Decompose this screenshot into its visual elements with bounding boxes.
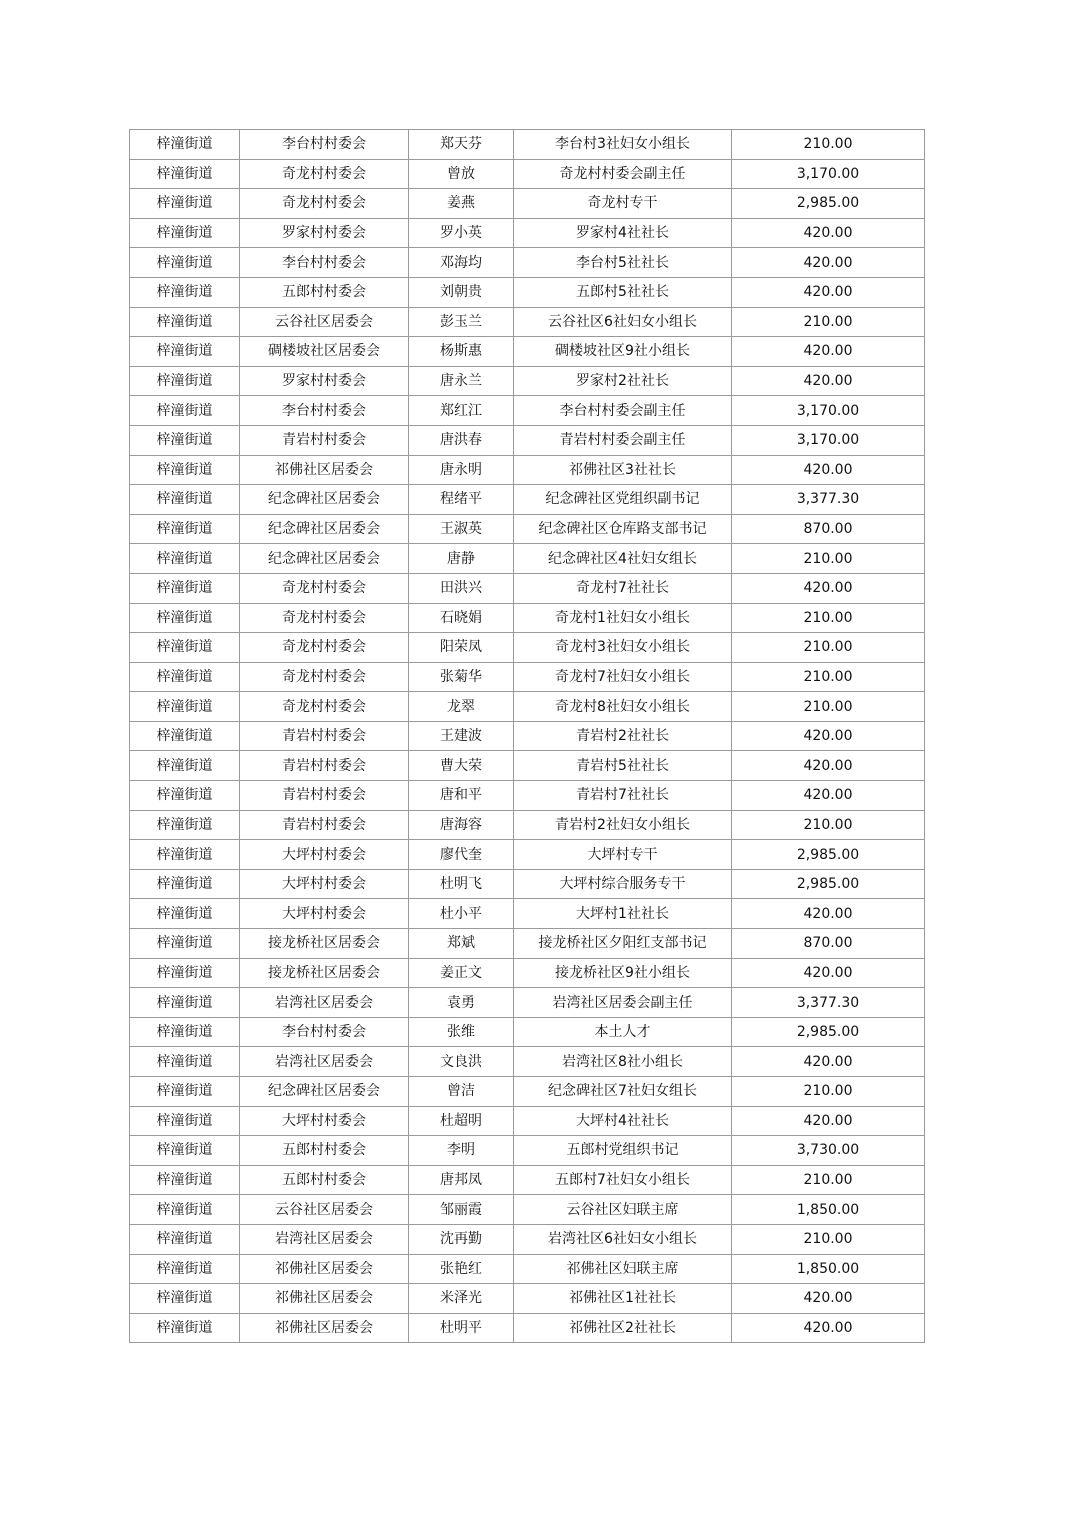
street-cell: 梓潼街道 <box>130 662 240 692</box>
name-cell: 唐静 <box>409 544 514 574</box>
position-cell: 大坪村4社社长 <box>514 1106 732 1136</box>
table-row <box>130 1224 925 1254</box>
amount-cell: 1,850.00 <box>732 1254 925 1284</box>
amount-cell: 420.00 <box>732 248 925 278</box>
amount-cell: 210.00 <box>732 307 925 337</box>
name-cell: 袁勇 <box>409 988 514 1018</box>
name-cell: 唐永兰 <box>409 366 514 396</box>
street-cell: 梓潼街道 <box>130 159 240 189</box>
position-cell: 纪念碑社区7社妇女组长 <box>514 1077 732 1107</box>
name-cell: 张菊华 <box>409 662 514 692</box>
street-cell: 梓潼街道 <box>130 988 240 1018</box>
table-row <box>130 337 925 367</box>
committee-cell: 青岩村村委会 <box>240 425 409 455</box>
position-cell: 李台村村委会副主任 <box>514 396 732 426</box>
name-cell: 阳荣凤 <box>409 633 514 663</box>
street-cell: 梓潼街道 <box>130 810 240 840</box>
amount-cell: 210.00 <box>732 603 925 633</box>
amount-cell: 420.00 <box>732 781 925 811</box>
committee-cell: 纪念碑社区居委会 <box>240 485 409 515</box>
table-row <box>130 1106 925 1136</box>
committee-cell: 纪念碑社区居委会 <box>240 1077 409 1107</box>
street-cell: 梓潼街道 <box>130 1254 240 1284</box>
street-cell: 梓潼街道 <box>130 1047 240 1077</box>
position-cell: 纪念碑社区党组织副书记 <box>514 485 732 515</box>
street-cell: 梓潼街道 <box>130 544 240 574</box>
committee-cell: 祁佛社区居委会 <box>240 1254 409 1284</box>
amount-cell: 420.00 <box>732 1047 925 1077</box>
name-cell: 杜超明 <box>409 1106 514 1136</box>
street-cell: 梓潼街道 <box>130 1106 240 1136</box>
table-row <box>130 248 925 278</box>
amount-cell: 3,170.00 <box>732 425 925 455</box>
table-row <box>130 573 925 603</box>
street-cell: 梓潼街道 <box>130 130 240 160</box>
name-cell: 罗小英 <box>409 218 514 248</box>
committee-cell: 奇龙村村委会 <box>240 603 409 633</box>
committee-cell: 纪念碑社区居委会 <box>240 544 409 574</box>
amount-cell: 420.00 <box>732 337 925 367</box>
table-row <box>130 899 925 929</box>
position-cell: 祁佛社区2社社长 <box>514 1313 732 1343</box>
table-row <box>130 633 925 663</box>
committee-cell: 罗家村村委会 <box>240 366 409 396</box>
table-row <box>130 1047 925 1077</box>
name-cell: 唐和平 <box>409 781 514 811</box>
street-cell: 梓潼街道 <box>130 958 240 988</box>
position-cell: 接龙桥社区9社小组长 <box>514 958 732 988</box>
committee-cell: 岩湾社区居委会 <box>240 1047 409 1077</box>
committee-cell: 大坪村村委会 <box>240 899 409 929</box>
committee-cell: 岩湾社区居委会 <box>240 1224 409 1254</box>
street-cell: 梓潼街道 <box>130 218 240 248</box>
amount-cell: 420.00 <box>732 573 925 603</box>
name-cell: 邓海均 <box>409 248 514 278</box>
name-cell: 郑斌 <box>409 929 514 959</box>
amount-cell: 210.00 <box>732 1224 925 1254</box>
table-row <box>130 692 925 722</box>
table-row <box>130 455 925 485</box>
amount-cell: 210.00 <box>732 1077 925 1107</box>
name-cell: 杜明平 <box>409 1313 514 1343</box>
table-row <box>130 485 925 515</box>
position-cell: 接龙桥社区夕阳红支部书记 <box>514 929 732 959</box>
street-cell: 梓潼街道 <box>130 929 240 959</box>
amount-cell: 210.00 <box>732 692 925 722</box>
position-cell: 奇龙村专干 <box>514 189 732 219</box>
name-cell: 廖代奎 <box>409 840 514 870</box>
committee-cell: 奇龙村村委会 <box>240 662 409 692</box>
name-cell: 姜正文 <box>409 958 514 988</box>
committee-cell: 岩湾社区居委会 <box>240 988 409 1018</box>
committee-cell: 大坪村村委会 <box>240 840 409 870</box>
name-cell: 沈再勤 <box>409 1224 514 1254</box>
amount-cell: 2,985.00 <box>732 840 925 870</box>
committee-cell: 李台村村委会 <box>240 396 409 426</box>
table-row <box>130 810 925 840</box>
amount-cell: 3,170.00 <box>732 159 925 189</box>
committee-cell: 奇龙村村委会 <box>240 159 409 189</box>
street-cell: 梓潼街道 <box>130 1224 240 1254</box>
committee-cell: 接龙桥社区居委会 <box>240 958 409 988</box>
table-row <box>130 277 925 307</box>
position-cell: 五郎村5社社长 <box>514 277 732 307</box>
position-cell: 大坪村综合服务专干 <box>514 869 732 899</box>
position-cell: 李台村3社妇女小组长 <box>514 130 732 160</box>
name-cell: 曾放 <box>409 159 514 189</box>
committee-cell: 奇龙村村委会 <box>240 692 409 722</box>
committee-cell: 纪念碑社区居委会 <box>240 514 409 544</box>
street-cell: 梓潼街道 <box>130 1284 240 1314</box>
amount-cell: 420.00 <box>732 751 925 781</box>
table-row <box>130 721 925 751</box>
street-cell: 梓潼街道 <box>130 189 240 219</box>
position-cell: 祁佛社区妇联主席 <box>514 1254 732 1284</box>
amount-cell: 420.00 <box>732 277 925 307</box>
amount-cell: 2,985.00 <box>732 189 925 219</box>
position-cell: 云谷社区妇联主席 <box>514 1195 732 1225</box>
committee-cell: 奇龙村村委会 <box>240 573 409 603</box>
street-cell: 梓潼街道 <box>130 869 240 899</box>
name-cell: 唐洪春 <box>409 425 514 455</box>
amount-cell: 420.00 <box>732 958 925 988</box>
street-cell: 梓潼街道 <box>130 899 240 929</box>
position-cell: 祁佛社区1社社长 <box>514 1284 732 1314</box>
table-row <box>130 130 925 160</box>
amount-cell: 420.00 <box>732 899 925 929</box>
position-cell: 罗家村4社社长 <box>514 218 732 248</box>
committee-cell: 青岩村村委会 <box>240 781 409 811</box>
position-cell: 岩湾社区8社小组长 <box>514 1047 732 1077</box>
name-cell: 郑天芬 <box>409 130 514 160</box>
table-row <box>130 425 925 455</box>
position-cell: 奇龙村3社妇女小组长 <box>514 633 732 663</box>
name-cell: 唐邦凤 <box>409 1165 514 1195</box>
name-cell: 张艳红 <box>409 1254 514 1284</box>
position-cell: 李台村5社社长 <box>514 248 732 278</box>
name-cell: 曹大荣 <box>409 751 514 781</box>
position-cell: 青岩村2社妇女小组长 <box>514 810 732 840</box>
amount-cell: 1,850.00 <box>732 1195 925 1225</box>
table-row <box>130 1195 925 1225</box>
street-cell: 梓潼街道 <box>130 366 240 396</box>
table-row <box>130 307 925 337</box>
roster-table <box>129 129 925 1343</box>
table-row <box>130 544 925 574</box>
table-row <box>130 751 925 781</box>
position-cell: 纪念碑社区4社妇女组长 <box>514 544 732 574</box>
committee-cell: 奇龙村村委会 <box>240 189 409 219</box>
name-cell: 杜明飞 <box>409 869 514 899</box>
table-row <box>130 366 925 396</box>
committee-cell: 李台村村委会 <box>240 130 409 160</box>
committee-cell: 祁佛社区居委会 <box>240 455 409 485</box>
street-cell: 梓潼街道 <box>130 514 240 544</box>
name-cell: 程绪平 <box>409 485 514 515</box>
position-cell: 五郎村7社妇女小组长 <box>514 1165 732 1195</box>
committee-cell: 青岩村村委会 <box>240 810 409 840</box>
street-cell: 梓潼街道 <box>130 337 240 367</box>
amount-cell: 2,985.00 <box>732 1017 925 1047</box>
table-row <box>130 929 925 959</box>
committee-cell: 云谷社区居委会 <box>240 307 409 337</box>
street-cell: 梓潼街道 <box>130 1165 240 1195</box>
table-row <box>130 514 925 544</box>
name-cell: 龙翠 <box>409 692 514 722</box>
name-cell: 文良洪 <box>409 1047 514 1077</box>
committee-cell: 碉楼坡社区居委会 <box>240 337 409 367</box>
position-cell: 祁佛社区3社社长 <box>514 455 732 485</box>
name-cell: 王淑英 <box>409 514 514 544</box>
table-row <box>130 189 925 219</box>
name-cell: 邹丽霞 <box>409 1195 514 1225</box>
name-cell: 唐海容 <box>409 810 514 840</box>
committee-cell: 祁佛社区居委会 <box>240 1313 409 1343</box>
street-cell: 梓潼街道 <box>130 603 240 633</box>
committee-cell: 罗家村村委会 <box>240 218 409 248</box>
street-cell: 梓潼街道 <box>130 248 240 278</box>
position-cell: 纪念碑社区仓库路支部书记 <box>514 514 732 544</box>
table-row <box>130 1017 925 1047</box>
street-cell: 梓潼街道 <box>130 425 240 455</box>
table-row <box>130 988 925 1018</box>
table-row <box>130 1165 925 1195</box>
amount-cell: 3,170.00 <box>732 396 925 426</box>
name-cell: 杨斯惠 <box>409 337 514 367</box>
position-cell: 青岩村5社社长 <box>514 751 732 781</box>
table-row <box>130 840 925 870</box>
street-cell: 梓潼街道 <box>130 1313 240 1343</box>
street-cell: 梓潼街道 <box>130 573 240 603</box>
position-cell: 碉楼坡社区9社小组长 <box>514 337 732 367</box>
amount-cell: 210.00 <box>732 662 925 692</box>
table-row <box>130 396 925 426</box>
amount-cell: 3,377.30 <box>732 485 925 515</box>
committee-cell: 五郎村村委会 <box>240 1136 409 1166</box>
name-cell: 石晓娟 <box>409 603 514 633</box>
street-cell: 梓潼街道 <box>130 721 240 751</box>
table-row <box>130 958 925 988</box>
amount-cell: 210.00 <box>732 544 925 574</box>
amount-cell: 420.00 <box>732 218 925 248</box>
name-cell: 刘朝贵 <box>409 277 514 307</box>
committee-cell: 大坪村村委会 <box>240 869 409 899</box>
table-row <box>130 1284 925 1314</box>
table-row <box>130 781 925 811</box>
street-cell: 梓潼街道 <box>130 277 240 307</box>
committee-cell: 云谷社区居委会 <box>240 1195 409 1225</box>
street-cell: 梓潼街道 <box>130 840 240 870</box>
name-cell: 郑红江 <box>409 396 514 426</box>
committee-cell: 青岩村村委会 <box>240 751 409 781</box>
amount-cell: 420.00 <box>732 1106 925 1136</box>
roster-table-body <box>130 130 925 1343</box>
position-cell: 奇龙村7社社长 <box>514 573 732 603</box>
amount-cell: 420.00 <box>732 455 925 485</box>
name-cell: 田洪兴 <box>409 573 514 603</box>
position-cell: 云谷社区6社妇女小组长 <box>514 307 732 337</box>
amount-cell: 420.00 <box>732 1313 925 1343</box>
street-cell: 梓潼街道 <box>130 1136 240 1166</box>
name-cell: 李明 <box>409 1136 514 1166</box>
amount-cell: 210.00 <box>732 810 925 840</box>
position-cell: 青岩村2社社长 <box>514 721 732 751</box>
name-cell: 王建波 <box>409 721 514 751</box>
name-cell: 彭玉兰 <box>409 307 514 337</box>
committee-cell: 大坪村村委会 <box>240 1106 409 1136</box>
amount-cell: 870.00 <box>732 929 925 959</box>
amount-cell: 210.00 <box>732 130 925 160</box>
position-cell: 奇龙村7社妇女小组长 <box>514 662 732 692</box>
name-cell: 张维 <box>409 1017 514 1047</box>
amount-cell: 420.00 <box>732 366 925 396</box>
street-cell: 梓潼街道 <box>130 1077 240 1107</box>
name-cell: 唐永明 <box>409 455 514 485</box>
committee-cell: 奇龙村村委会 <box>240 633 409 663</box>
table-row <box>130 159 925 189</box>
position-cell: 青岩村村委会副主任 <box>514 425 732 455</box>
street-cell: 梓潼街道 <box>130 633 240 663</box>
table-row <box>130 869 925 899</box>
amount-cell: 870.00 <box>732 514 925 544</box>
name-cell: 杜小平 <box>409 899 514 929</box>
position-cell: 奇龙村1社妇女小组长 <box>514 603 732 633</box>
committee-cell: 五郎村村委会 <box>240 277 409 307</box>
amount-cell: 210.00 <box>732 633 925 663</box>
street-cell: 梓潼街道 <box>130 1195 240 1225</box>
amount-cell: 210.00 <box>732 1165 925 1195</box>
position-cell: 本土人才 <box>514 1017 732 1047</box>
name-cell: 姜燕 <box>409 189 514 219</box>
committee-cell: 接龙桥社区居委会 <box>240 929 409 959</box>
street-cell: 梓潼街道 <box>130 692 240 722</box>
position-cell: 岩湾社区6社妇女小组长 <box>514 1224 732 1254</box>
street-cell: 梓潼街道 <box>130 485 240 515</box>
position-cell: 五郎村党组织书记 <box>514 1136 732 1166</box>
committee-cell: 祁佛社区居委会 <box>240 1284 409 1314</box>
position-cell: 岩湾社区居委会副主任 <box>514 988 732 1018</box>
position-cell: 大坪村1社社长 <box>514 899 732 929</box>
position-cell: 青岩村7社社长 <box>514 781 732 811</box>
committee-cell: 青岩村村委会 <box>240 721 409 751</box>
street-cell: 梓潼街道 <box>130 455 240 485</box>
position-cell: 奇龙村8社妇女小组长 <box>514 692 732 722</box>
amount-cell: 3,377.30 <box>732 988 925 1018</box>
table-row <box>130 603 925 633</box>
position-cell: 大坪村专干 <box>514 840 732 870</box>
amount-cell: 420.00 <box>732 1284 925 1314</box>
amount-cell: 3,730.00 <box>732 1136 925 1166</box>
table-row <box>130 1136 925 1166</box>
position-cell: 奇龙村村委会副主任 <box>514 159 732 189</box>
street-cell: 梓潼街道 <box>130 751 240 781</box>
street-cell: 梓潼街道 <box>130 396 240 426</box>
committee-cell: 李台村村委会 <box>240 248 409 278</box>
position-cell: 罗家村2社社长 <box>514 366 732 396</box>
name-cell: 米泽光 <box>409 1284 514 1314</box>
committee-cell: 五郎村村委会 <box>240 1165 409 1195</box>
table-row <box>130 218 925 248</box>
table-row <box>130 1313 925 1343</box>
amount-cell: 420.00 <box>732 721 925 751</box>
table-row <box>130 1254 925 1284</box>
table-row <box>130 662 925 692</box>
street-cell: 梓潼街道 <box>130 1017 240 1047</box>
name-cell: 曾洁 <box>409 1077 514 1107</box>
committee-cell: 李台村村委会 <box>240 1017 409 1047</box>
amount-cell: 2,985.00 <box>732 869 925 899</box>
street-cell: 梓潼街道 <box>130 307 240 337</box>
table-row <box>130 1077 925 1107</box>
street-cell: 梓潼街道 <box>130 781 240 811</box>
